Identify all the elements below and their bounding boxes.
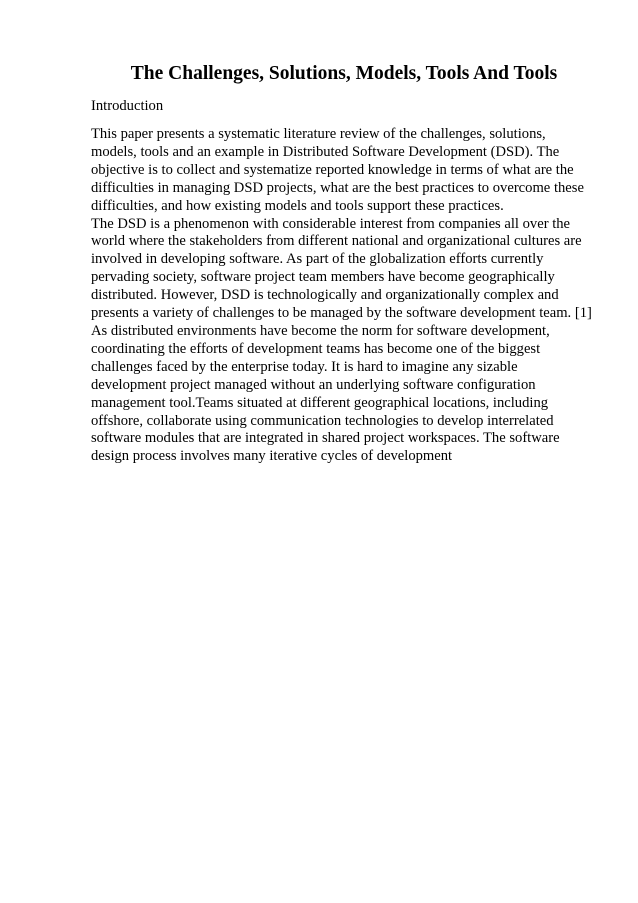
body-line: challenges faced by the enterprise today. It is hard to imagine any sizable: [91, 358, 518, 375]
document-title: The Challenges, Solutions, Models, Tools And Tools: [130, 63, 558, 84]
body-line: software modules that are integrated in shared project workspaces. The software: [91, 430, 560, 447]
body-line: offshore, collaborate using communication technologies to develop interrelated: [91, 412, 554, 429]
body-line: involved in developing software. As part of the globalization efforts currently: [91, 251, 544, 268]
body-line: presents a variety of challenges to be managed by the software development team. [1]: [91, 305, 592, 322]
body-line: pervading society, software project team members have become geographically: [91, 269, 555, 286]
body-line: difficulties in managing DSD projects, what are the best practices to overcome these: [91, 179, 584, 196]
body-line: models, tools and an example in Distributed Software Development (DSD). The: [91, 143, 560, 160]
section-heading: Introduction: [91, 98, 164, 114]
body-line: world where the stakeholders from different national and organizational cultures are: [91, 233, 582, 250]
body-line: This paper presents a systematic literature review of the challenges, solutions,: [91, 126, 546, 142]
body-paragraph: [91, 126, 592, 466]
body-line: design process involves many iterative cycles of development: [91, 448, 453, 465]
body-line: objective is to collect and systematize reported knowledge in terms of what are the: [91, 161, 574, 178]
body-line: difficulties, and how existing models and tools support these practices.: [91, 197, 504, 214]
body-line: coordinating the efforts of development teams has become one of the biggest: [91, 340, 541, 357]
body-line: As distributed environments have become the norm for software development,: [91, 322, 550, 339]
body-line: The DSD is a phenomenon with considerable interest from companies all over the: [91, 215, 571, 232]
body-line: development project managed without an underlying software configuration: [91, 376, 536, 393]
body-line: management tool.Teams situated at different geographical locations, including: [91, 394, 549, 411]
body-line: distributed. However, DSD is technologically and organizationally complex and: [91, 287, 559, 304]
